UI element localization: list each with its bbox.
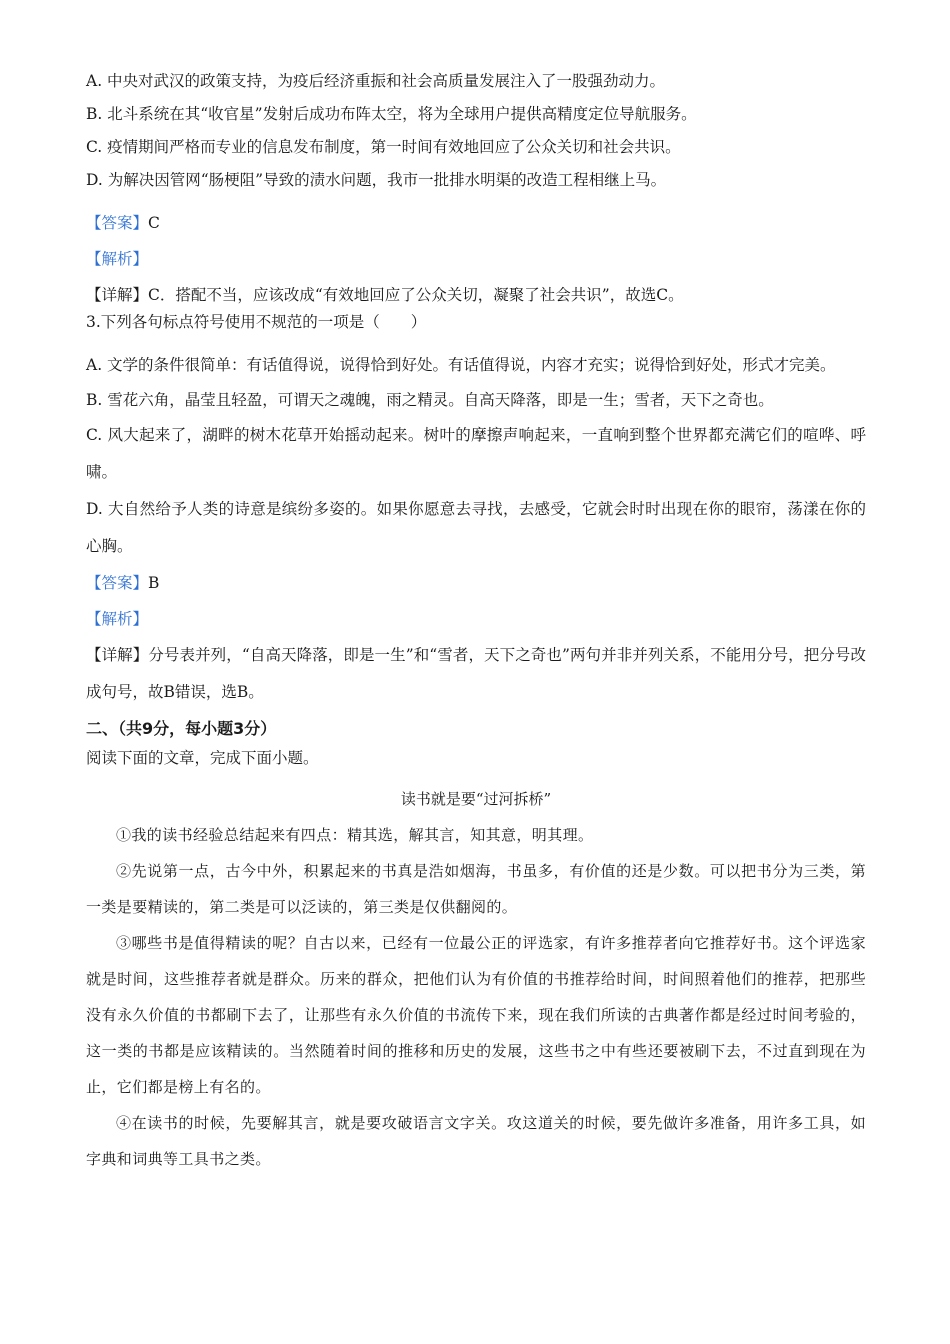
q3-option-d: D. 大自然给予人类的诗意是缤纷多姿的。如果你愿意去寻找，去感受，它就会时时出现在你的眼帘，荡漾在你的心胸。 bbox=[86, 500, 866, 555]
detail-tag: 【详解】 bbox=[86, 646, 149, 664]
q3-analysis bbox=[86, 601, 866, 637]
q2-analysis bbox=[86, 241, 866, 277]
analysis-tag: 【解析】 bbox=[86, 610, 149, 628]
article-paragraph-2: ②先说第一点，古今中外，积累起来的书真是浩如烟海，书虽多，有价值的还是少数。可以把书分为三类，第一类是要精读的，第二类是可以泛读的，第三类是仅供翻阅的。 bbox=[86, 862, 866, 916]
detail-text: C．搭配不当，应该改成“有效地回应了公众关切，凝聚了社会共识”，故选C。 bbox=[148, 286, 684, 304]
q2-option-b: B. 北斗系统在其“收官星”发射后成功布阵太空，将为全球用户提供高精度定位导航服务。 bbox=[86, 105, 697, 123]
document-page bbox=[86, 72, 866, 1177]
q3-option-a: A. 文学的条件很简单：有话值得说，说得恰到好处。有话值得说，内容才充实；说得恰到好处，形式才完美。 bbox=[86, 356, 836, 374]
article-paragraph-4: ④在读书的时候，先要解其言，就是要攻破语言文字关。攻这道关的时候，要先做许多准备，用许多工具，如字典和词典等工具书之类。 bbox=[86, 1114, 866, 1168]
answer-value: C bbox=[148, 214, 160, 232]
q2-answer bbox=[86, 205, 866, 241]
q2-detail bbox=[86, 277, 866, 313]
article-paragraph-1: ①我的读书经验总结起来有四点：精其选，解其言，知其意，明其理。 bbox=[116, 826, 594, 844]
q3-answer bbox=[86, 565, 866, 601]
q3-option-c: C. 风大起来了，湖畔的树木花草开始摇动起来。树叶的摩擦声响起来，一直响到整个世界都充满它们的喧哗、呼啸。 bbox=[86, 426, 866, 481]
q3-stem: 3.下列各句标点符号使用不规范的一项是（ ） bbox=[86, 313, 427, 331]
q2-option-d: D. 为解决因管网“肠梗阻”导致的渍水问题，我市一批排水明渠的改造工程相继上马。 bbox=[86, 171, 667, 189]
section-heading: 二、（共9分，每小题3分） bbox=[86, 719, 277, 738]
detail-text: 分号表并列，“自高天降落，即是一生”和“雪者，天下之奇也”两句并非并列关系，不能用分号，把分号改成句号，故B错误，选B。 bbox=[86, 646, 866, 701]
detail-tag: 【详解】 bbox=[86, 286, 149, 304]
article-paragraph-3: ③哪些书是值得精读的呢？自古以来，已经有一位最公正的评选家，有许多推荐者向它推荐好书。这个评选家就是时间，这些推荐者就是群众。历来的群众，把他们认为有价值的书推荐给时间，时间照着他们的推荐，把那些没有永久价值的书都刷下去了，让那些有永久价值的书流传下来，现在我们所读的古典著作都是经过时间考验的，这一类的书都是应该精读的。当然随着时间的推移和历史的发展，这些书之中有些还要被刷下去，不过直到现在为止，它们都是榜上有名的。 bbox=[86, 934, 866, 1096]
answer-tag: 【答案】 bbox=[86, 214, 149, 232]
q3-option-b: B. 雪花六角，晶莹且轻盈，可谓天之魂魄，雨之精灵。自高天降落，即是一生；雪者，天下之奇也。 bbox=[86, 391, 774, 409]
article-title: 读书就是要“过河拆桥” bbox=[400, 790, 552, 808]
q2-option-c: C. 疫情期间严格而专业的信息发布制度，第一时间有效地回应了公众关切和社会共识。 bbox=[86, 138, 681, 156]
section-instruction: 阅读下面的文章，完成下面小题。 bbox=[86, 749, 319, 767]
answer-tag: 【答案】 bbox=[86, 574, 149, 592]
analysis-tag: 【解析】 bbox=[86, 250, 149, 268]
q2-option-a: A. 中央对武汉的政策支持，为疫后经济重振和社会高质量发展注入了一股强劲动力。 bbox=[86, 72, 666, 90]
answer-value: B bbox=[148, 574, 160, 592]
q3-detail bbox=[86, 637, 866, 711]
